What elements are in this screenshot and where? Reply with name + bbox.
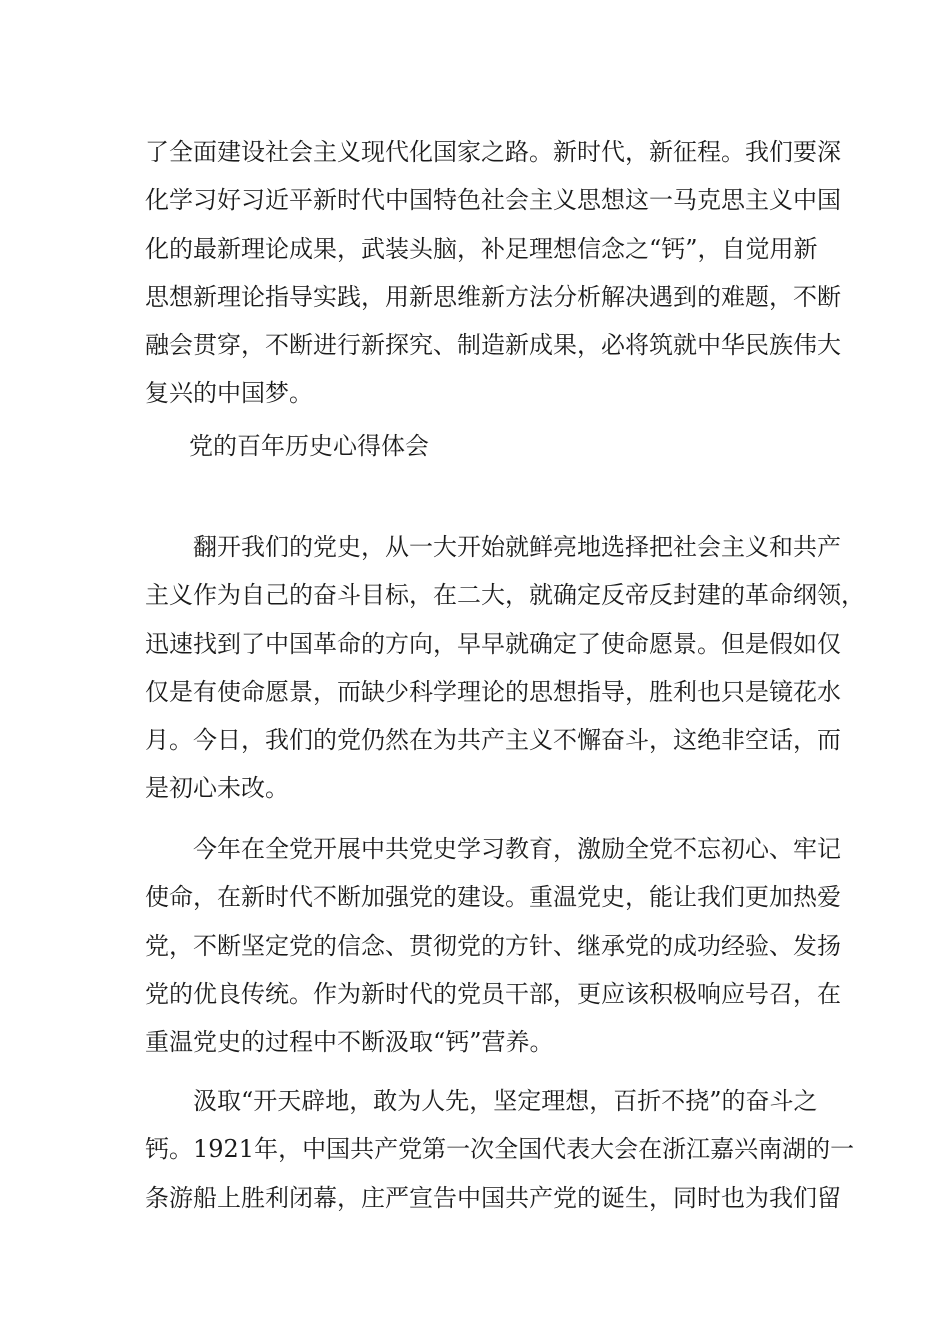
text-line: 月。今日，我们的党仍然在为共产主义不懈奋斗，这绝非空话，而 xyxy=(145,726,841,755)
text-line: 今年在全党开展中共党史学习教育，激励全党不忘初心、牢记 xyxy=(193,835,841,863)
text-line: 是初心未改。 xyxy=(145,774,289,803)
section-heading xyxy=(189,422,829,470)
text-line: 钙。1921年，中国共产党第一次全国代表大会在浙江嘉兴南湖的一 xyxy=(145,1135,855,1164)
paragraph-1 xyxy=(145,128,841,418)
text-line: 党的优良传统。作为新时代的党员干部，更应该积极响应号召，在 xyxy=(145,979,841,1008)
heading-text: 党的百年历史心得体会 xyxy=(189,432,429,460)
text-line: 了全面建设社会主义现代化国家之路。新时代，新征程。我们要深 xyxy=(145,138,841,166)
text-line: 化的最新理论成果，武装头脑，补足理想信念之“钙”，自觉用新 xyxy=(145,234,818,263)
text-line: 融会贯穿，不断进行新探究、制造新成果，必将筑就中华民族伟大 xyxy=(145,331,841,360)
text-line: 迅速找到了中国革命的方向，早早就确定了使命愿景。但是假如仅 xyxy=(145,629,841,658)
paragraph-2 xyxy=(145,523,865,813)
text-line: 化学习好习近平新时代中国特色社会主义思想这一马克思主义中国 xyxy=(145,186,841,215)
text-line: 主义作为自己的奋斗目标，在二大，就确定反帝反封建的革命纲领， xyxy=(145,581,865,610)
text-line: 翻开我们的党史，从一大开始就鲜亮地选择把社会主义和共产 xyxy=(193,533,841,561)
text-line: 复兴的中国梦。 xyxy=(145,379,313,408)
text-line: 使命，在新时代不断加强党的建设。重温党史，能让我们更加热爱 xyxy=(145,883,841,912)
text-line: 汲取“开天辟地，敢为人先，坚定理想，百折不挠”的奋斗之 xyxy=(193,1087,818,1115)
text-line: 仅是有使命愿景，而缺少科学理论的思想指导，胜利也只是镜花水 xyxy=(145,677,841,706)
text-line: 重温党史的过程中不断汲取“钙”营养。 xyxy=(145,1028,554,1057)
paragraph-3 xyxy=(145,825,841,1066)
text-line: 条游船上胜利闭幕，庄严宣告中国共产党的诞生，同时也为我们留 xyxy=(145,1183,841,1212)
paragraph-4 xyxy=(145,1077,855,1222)
text-line: 党，不断坚定党的信念、贯彻党的方针、继承党的成功经验、发扬 xyxy=(145,931,841,960)
text-line: 思想新理论指导实践，用新思维新方法分析解决遇到的难题，不断 xyxy=(145,282,841,311)
